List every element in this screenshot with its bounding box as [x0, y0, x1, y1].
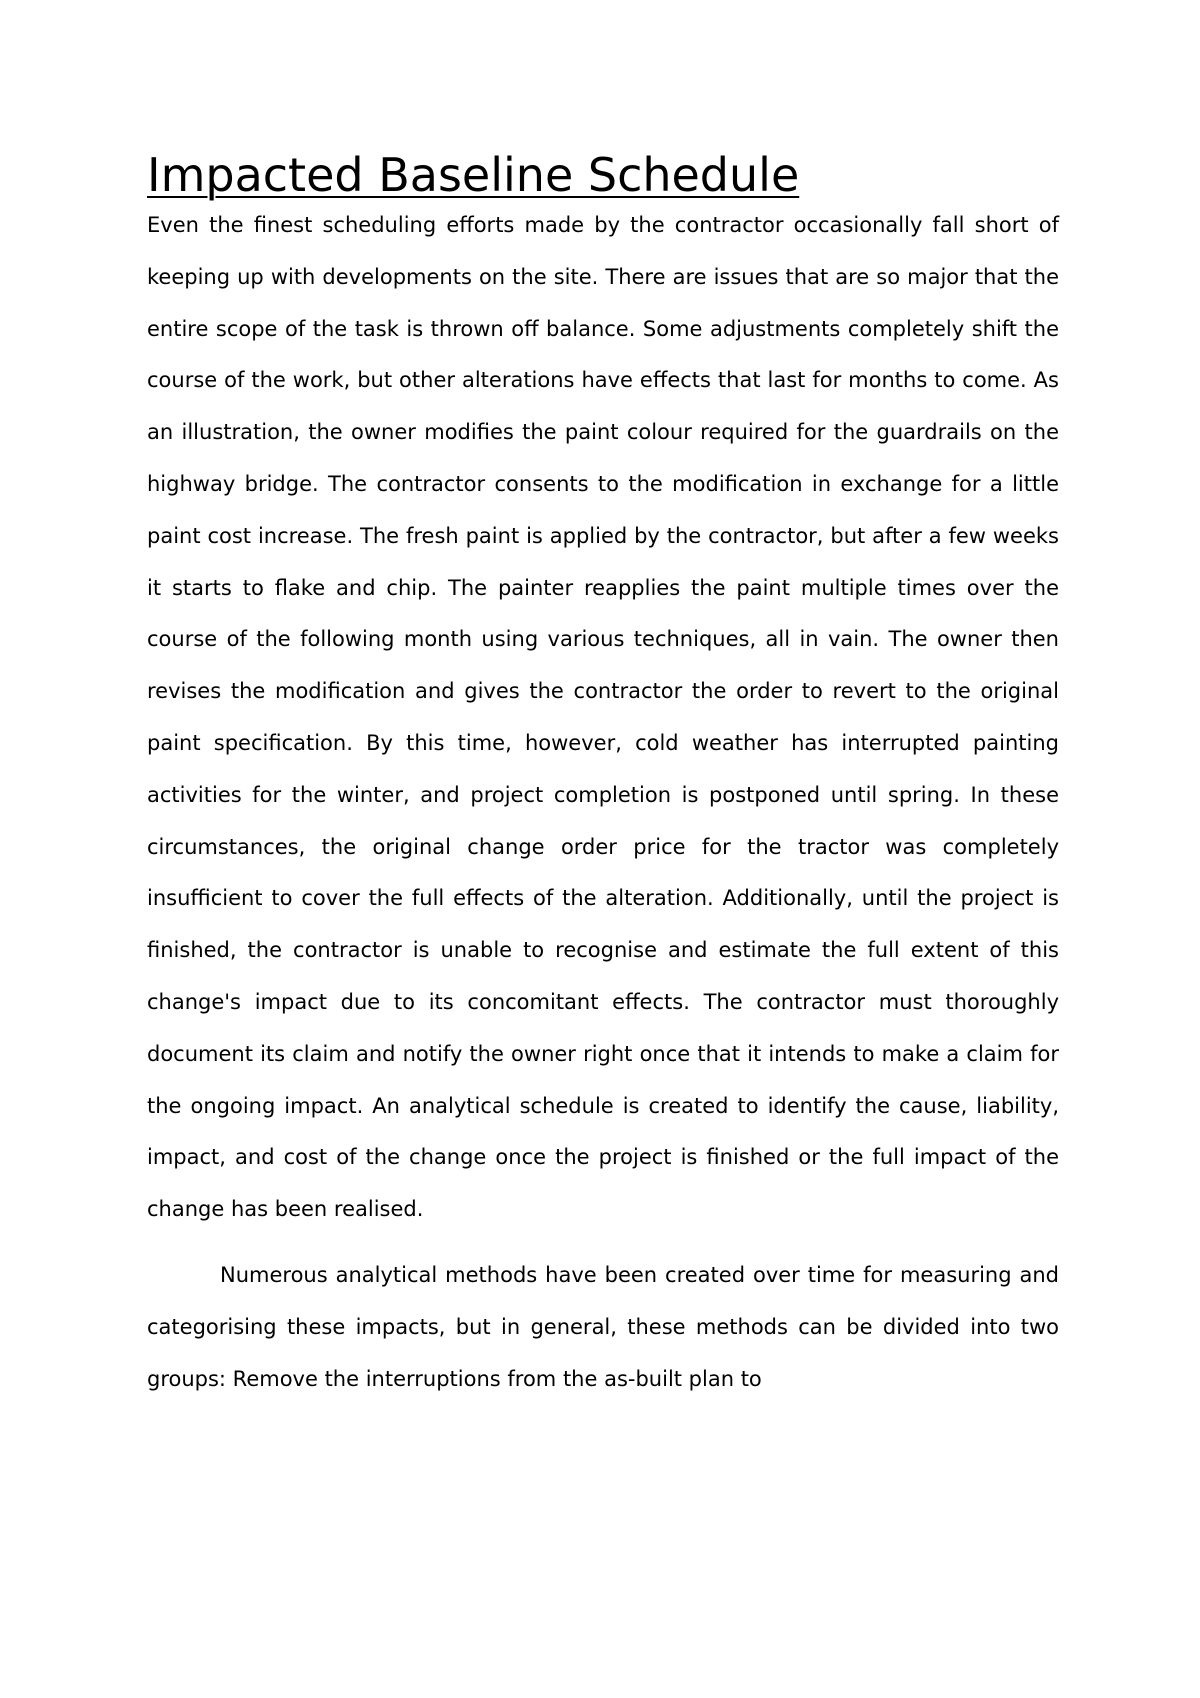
body-paragraph-1: Even the finest scheduling efforts made by the contractor occasionally fall short of keeping up with developments on the site. There are issues that are so major that the entire scope of the task is thrown off balance. Some adjustments completely shift the course of the work, but other alterations have effects that last for months to come. As an illustration, the owner modifies the paint colour required for the guardrails on the highway bridge. The contractor consents to the modification in exchange for a little paint cost increase. The fresh paint is applied by the contractor, but after a few weeks it starts to flake and chip. The painter reapplies the paint multiple times over the course of the following month using various techniques, all in vain. The owner then revises the modification and gives the contractor the order to revert to the original paint specification. By this time, however, cold weather has interrupted painting activities for the winter, and project completion is postponed until spring. In these circumstances, the original change order price for the tractor was completely insufficient to cover the full effects of the alteration. Additionally, until the project is finished, the contractor is unable to recognise and estimate the full extent of this change's impact due to its concomitant effects. The contractor must thoroughly document its claim and notify the owner right once that it intends to make a claim for the ongoing impact. An analytical schedule is created to identify the cause, liability, impact, and cost of the change once the project is finished or the full impact of the change has been realised. — [147, 213, 1059, 1222]
document-title: Impacted Baseline Schedule — [147, 148, 800, 202]
body-paragraph-2: Numerous analytical methods have been created over time for measuring and categorising these impacts, but in general, these methods can be divided into two groups: Remove the interruptions from the as-built plan to — [147, 1262, 1059, 1391]
document-page — [147, 148, 1059, 1405]
